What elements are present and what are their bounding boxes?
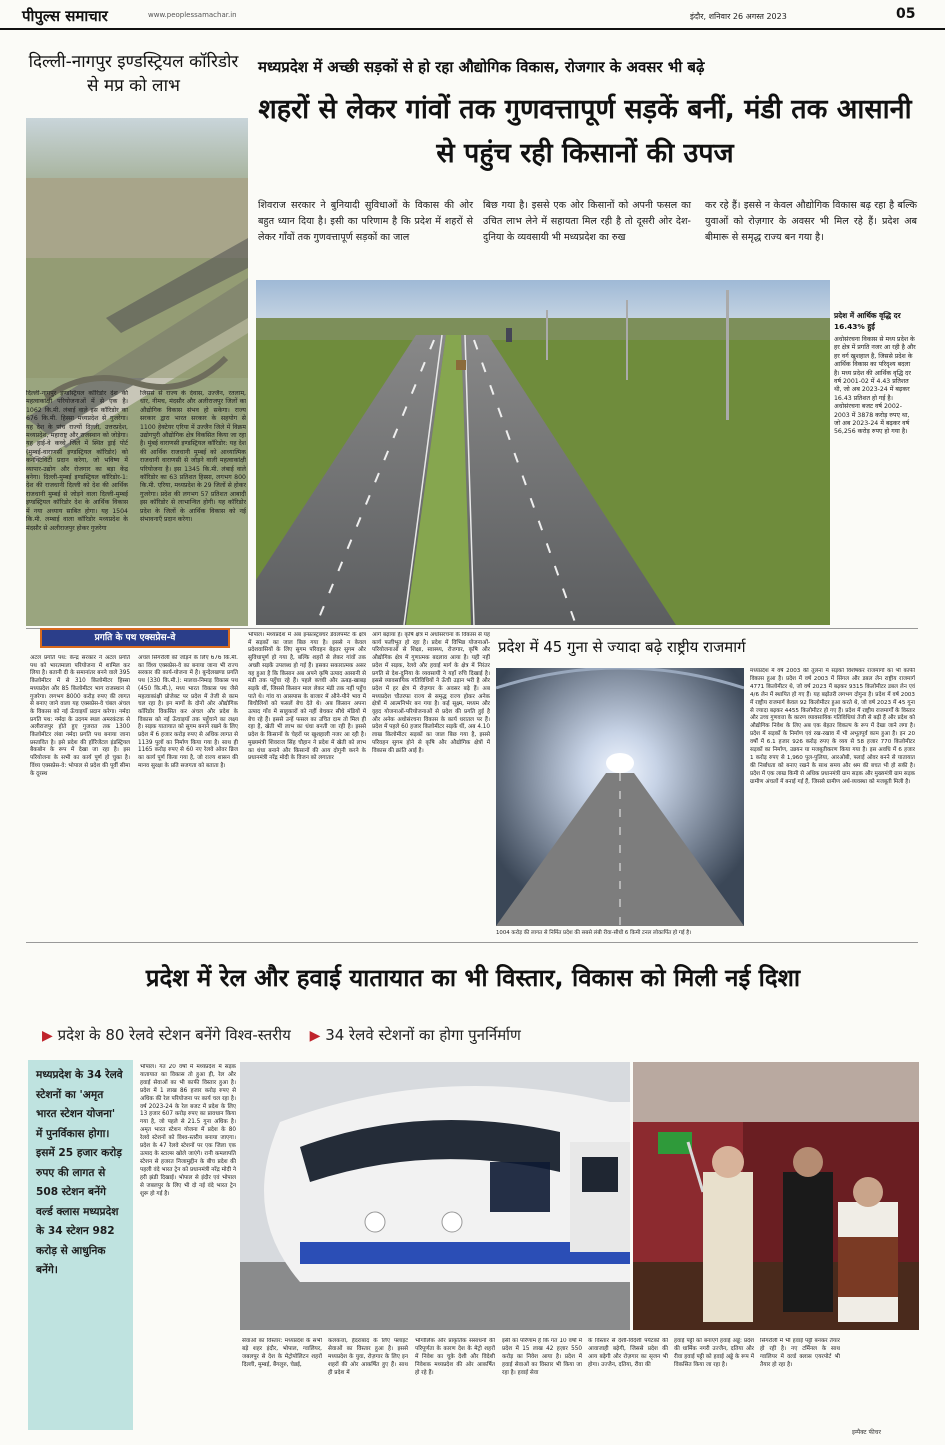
newspaper-logo: पीपुल्स समाचार: [22, 7, 108, 25]
vande-bharat-train-photo: [240, 1062, 630, 1330]
flag-off-event-photo: [633, 1062, 919, 1330]
rail-subhead-row: [42, 1019, 922, 1051]
expressway-col2: अंचल सिंगरौली को जोड़ने के लिए 676 कि.मी. का विंध्य एक्सप्रेस-वे का बनाया जाना भी राज्य सरकार की कार्य-योजना में है। बुन्देलखण्ड प्रगति पथ (330 कि.मी.): मालवा-निमाड़ विकास पथ (450 कि.मी.), मध्य भारत विकास पथ जैसे महत्वाकांक्षी प्रोजेक्ट पर प्रदेश में तेजी से काम चल रहा है। इन मार्गों के दोनों ओर औद्योगिक कॉरिडोर विकसित कर अंचल और प्रदेश के विकास को नई ऊँचाइयाँ तक पहुँचाने का लक्ष्य है। सड़क यातायात को सुगम बनाने रखने के लिए प्रदेश में 6 हजार करोड़ रुपए से अधिक लागत से 1139 पुलों का निर्माण किया गया है। साथ ही 1165 करोड़ रुपए से 60 नए रेलवे ओवर ब्रिज का कार्य पूर्ण किया गया है, जो राज्य शासन की मानव सुरक्षा के प्रति सजगता को बताता है।: [138, 655, 238, 769]
rail-col6: के विस्तार से देशी-विदेशी पर्यटकों की आवाजाही बढ़ेगी, जिससे प्रदेश की आय बढ़ेगी और रोज़गार का सृजन भी होगा। उज्जैन, दतिया, रीवा की: [588, 1338, 668, 1368]
dateline: इंदौर, शनिवार 26 अगस्त 2023: [690, 12, 787, 21]
highway-body: मध्यप्रदेश में वर्ष 2003 की तुलना में सड़कों विशेषकर राजमार्गों का भी काफी विकास हुआ है। प्रदेश में वर्ष 2003 में सिंगल और डबल लेन राष्ट्रीय राजमार्ग 4771 किलोमीटर थे, जो वर्ष 2023 में बढ़कर 9315 किलोमीटर डबल लेन एवं 4/6 लेन में स्थापित हो गए हैं। यह बढ़ोतरी लगभग दोगुना है। प्रदेश में वर्ष 2003 में राष्ट्रीय राजमार्ग केवल 92 किलोमीटर हुआ करते थे, जो वर्ष 2023 में 45 गुना से ज्यादा बढ़कर 4455 किलोमीटर हो गए हैं। प्रदेश में राष्ट्रीय राजमार्गों के विस्तार और उच्च गुणवत्ता के कारण व्यावसायिक गतिविधियां तेजी से बढ़ी हैं और प्रदेश को औद्योगिक निवेश के लिए अब एक बेहतर विकल्प के रूप में देखा जाने लगा है। प्रदेश में सड़कों के निर्माण एवं रख-रखाव में भी अभूतपूर्व काम हुआ है। इन 20 वर्षों में 6.1 हजार 926 करोड़ रुपए के व्यय से 58 हजार 770 किलोमीटर सड़कों का निर्माण, उन्नयन या मजबूतीकरण किया गया है। इस अवधि में 6 हजार 1 करोड़ रुपए से 1,960 पुल-पुलिया, आरओबी, फ्लाई ओवर बनने से यातायात की निर्बाधता को बनाए रखने के साथ समय और श्रम की बचत भी हो सकी है। प्रदेश में एक लाख किमी से अधिक प्रधानमंत्री ग्राम सड़क और मुख्यमंत्री ग्राम सड़क ग्रामीण अंचलों में बनाई गई हैं, जिससे ग्रामीण अर्थ-व्यवस्था को मजबूती मिली है।: [750, 668, 915, 785]
headline-main: शहरों से लेकर गांवों तक गुणवत्तापूर्ण सड़कें बनीं, मंडी तक आसानी से पहुंच रही किसानों की उपज: [258, 94, 912, 169]
expressway-banner-text: प्रगति के पथ एक्सप्रेस-वे: [94, 633, 176, 643]
rail-col5: इसी का परिणाम है कि गत 10 वर्षों में प्रदेश में 15 लाख 42 हज़ार 550 करोड़ का निवेश आया है। प्रदेश में हवाई सेवाओं का विस्तार भी किया जा रहा है। हवाई सेवा: [502, 1338, 582, 1376]
rail-subhead-2: 34 रेलवे स्टेशनों का होगा पुनर्निर्माण: [325, 1026, 521, 1044]
expressway-col1: अटल प्रगति पथ: केन्द्र सरकार ने अटल प्रगति पथ को भारतमाला परियोजना में शामिल कर लिया है। बतानी दी के समानांतर बनने वाले 395 किलोमीटर में से 310 किलोमीटर हिस्सा मध्यप्रदेश और 85 किलोमीटर भाग राजस्थान से गुजरेगा। लगभग 8000 करोड़ रुपए की लागत से बनाए जाने वाला यह एक्सप्रेस-वे चंबल अंचल के विकास को नई ऊँचाइयाँ प्रदान करेगा। नर्मदा प्रगति पथ: नर्मदा के उदगम स्थल अमरकंटक से अलीराजपुर होते हुए गुजरात तक 1300 किलोमीटर लंबा नर्मदा प्रगति पथ बनाया जाना प्रस्तावित है। इसे प्रदेश की हॉरिजेंटल इंडस्ट्रियल बैकबोन के रूप में देखा जा रहा है। इस परियोजना के सभी का कार्य पूर्ण हो चुका है। विंध्य एक्सप्रेस-वे: भोपाल से प्रदेश की पूर्वी सीमा के दूरस्थ: [30, 655, 130, 777]
lead-col1: शिवराज सरकार ने बुनियादी सुविधाओं के विकास की ओर बहुत ध्यान दिया है। इसी का परिणाम है कि प्रदेश में शहरों से लेकर गाँवों तक गुणवत्तापूर्ण सड़कों का जाल: [258, 200, 473, 243]
corridor-body-col2: जिससे से राज्य के देवास, उज्जैन, रतलाम, धार, नीमच, मंदसौर और अलीराजपुर जिलों का औद्योगिक विकास संभव हो सकेगा। राज्य सरकार द्वारा भारत सरकार के सहयोग से 1100 हेक्टेयर एरिया में उज्जैन जिले में विक्रम उद्योगपुरी औद्योगिक क्षेत्र विकसित किया जा रहा है। मुंबई वाराणसी इण्डस्ट्रियल कॉरिडोर: यह देश की आर्थिक राजधानी मुम्बई को आध्यात्मिक राजधानी वाराणसी से जोड़ने वाली महत्वाकांक्षी परियोजना है। इस 1345 कि.मी. लंबाई वाले कॉरिडोर का 63 प्रतिशत हिस्सा, लगभग 800 कि.मी. एरिया, मध्यप्रदेश के 29 जिलों से होकर गुजरेगा। प्रदेश की लगभग 57 प्रतिशत आबादी इस कॉरिडोर से लाभान्वित होगी। यह कॉरिडोर प्रदेश के जिलों के आर्थिक विकास को नई संभावनाएँ प्रदान करेगा।: [140, 390, 246, 524]
masthead: [0, 0, 945, 30]
rail-col2: सेवाओं का विस्तार: मध्यप्रदेश के सभी बड़े शहर इंदौर, भोपाल, ग्वालियर, जबलपुर से देश के मेट्रोपोलिटन शहरों दिल्ली, मुम्बई, बैंगलुरु, चेन्नई,: [242, 1338, 322, 1368]
rail-col8: सिंगरौली में भी हवाई पट्टी बनकर तैयार हो रही है। नए टर्मिनल के साथ ग्वालियर में वर्ल्ड क्लास एयरपोर्ट भी तैयार हो रहा है।: [760, 1338, 840, 1368]
impact-feature-label: इम्पैक्ट फीचर: [852, 1429, 881, 1436]
triangle-icon: ▶: [309, 1028, 321, 1044]
page-number: 05: [896, 6, 916, 22]
rail-col3: कलकत्ता, हैदराबाद के लिए फ्लाइट सेवाओं का विस्तार हुआ है। इससे मध्यप्रदेश के युवा, रोज़गार के लिए इन शहरों की ओर आकर्षित हुए हैं। साथ ही प्रदेश में: [328, 1338, 408, 1376]
rail-highlight-text: मध्यप्रदेश के 34 रेलवे स्टेशनों का 'अमृत भारत स्टेशन योजना' में पुनर्विकास होगा। इसमें 25 हजार करोड़ रुपए की लागत से 508 स्टेशन बनेंगे वर्ल्ड क्लास मध्यप्रदेश के 34 स्टेशन 982 करोड़ से आधुनिक बनेंगे।: [36, 1069, 123, 1276]
lead-col3: कर रहे हैं। इससे न केवल औद्योगिक विकास बढ़ रहा है बल्कि युवाओं को रोज़गार के अवसर भी मिल रहे हैं। प्रदेश अब बीमारू से समृद्ध राज्य बन गया है।: [705, 200, 917, 243]
growth-box-body: अधोसंरचना विकास से मध्य प्रदेश के हर क्षेत्र में प्रगति नजर आ रही है और हर वर्ग खुशहाल है, जिससे प्रदेश के आर्थिक विकास का परिदृश्य बदला है। मध्य प्रदेश की आर्थिक वृद्धि दर वर्ष 2001-02 में 4.43 प्रतिशत थी, जो अब 2023-24 में बढ़कर 16.43 प्रतिशत हो गई है। अधोसंरचना बजट वर्ष 2002-2003 में 3878 करोड़ रुपए था, जो अब 2023-24 में बढ़कर वर्ष 56,256 करोड़ रुपए हो गया है।: [834, 336, 916, 436]
highway-title: प्रदेश में 45 गुना से ज्यादा बढ़े राष्ट्रीय राजमार्ग: [498, 638, 746, 656]
rail-col4: भौगोलिक और प्राकृतिक संसाधनों की परिपूर्णता के कारण देश के मेट्रो शहरों में निवेश का चुके देशी और विदेशी निवेशक मध्यप्रदेश की ओर आकर्षित हो रहे हैं।: [415, 1338, 495, 1376]
corridor-body-col1: दिल्ली-नागपुर इण्डस्ट्रियल कॉरिडोर देश की महत्वाकांक्षी परियोजनाओं में से एक है। 1062 कि.मी. लंबाई वाले इस कॉरिडोर का 676 कि.मी. हिस्सा मध्यप्रदेश से गुजरेगा। यह देश के पांच राज्यों दिल्ली, उत्तरप्रदेश, मध्यप्रदेश, महाराष्ट्र और राजस्थान को जोड़ेगा। यह हाई-वे कच्चे जिले में स्थित ड्राई पोर्ट (मुम्बई-वाराणसी इण्डस्ट्रियल कॉरिडोर) को कनेक्टिविटी प्रदान करेगा, जो भविष्य में व्यापार-उद्योग और रोजगार का बड़ा केंद्र बनेगा। दिल्ली-मुम्बई इण्डस्ट्रियल कॉरिडोर-1: देश की राजधानी दिल्ली को देश की आर्थिक राजधानी मुम्बई से जोड़ने वाला दिल्ली-मुम्बई इण्डस्ट्रियल कॉरिडोर देश के आर्थिक विकास में नया अध्याय साबित होगा। यह 1504 कि.मी. लम्बाई वाला कॉरिडोर मध्यप्रदेश के मंदसौर से अलीराजपुर होकर गुजरेगा: [26, 390, 128, 532]
triangle-icon: ▶: [42, 1028, 53, 1044]
growth-box-title: प्रदेश में आर्थिक वृद्धि दर 16.43% हुई: [834, 311, 901, 331]
rail-headline: प्रदेश में रेल और हवाई यातायात का भी विस्तार, विकास को मिली नई दिशा: [145, 964, 801, 992]
expressway-banner: [40, 628, 230, 648]
expressway-col4: आगे बढ़ाया है। कृषि क्षेत्र में अधोसंरचना के विकास से यह कार्य फलीभूत हो रहा है। प्रदेश में विभिन्न योजनाओं-परियोजनाओं से शिक्षा, स्वास्थ्य, रोजगार, कृषि और औद्योगिक क्षेत्र में गुणात्मक बदलाव आया है। यही नहीं प्रदेश में सड़क, रेलवे और हवाई मार्ग के क्षेत्र में निरंतर प्रगति से देश-दुनिया के व्यवसायी ने यहाँ रुचि दिखाई है। इससे व्यावसायिक गतिविधियों ने ऊँची उड़ान भरी है और प्रदेश में हर क्षेत्र में रोज़गार के अवसर बढ़े हैं। अब मध्यप्रदेश चौतरफा राज्य से समृद्ध राज्य होकर अनेक क्षेत्रों में आत्मनिर्भर बन गया है। कई सूक्ष्म, मध्यम और वृहद योजनाओं-परियोजनाओं से प्रदेश की प्रगति हुई है और अनेक अधोसंरचना विकास के कार्य धरातल पर हैं। प्रदेश में पहले 60 हजार किलोमीटर सड़कें थीं, अब 4.10 लाख किलोमीटर सड़कों का जाल बिछ गया है, इससे परिवहन सुगम होने से कृषि और औद्योगिक क्षेत्रों में विकास की क्रांति आई है।: [372, 632, 490, 754]
rail-col7: हवाई पट्टी को बनाएंगे हवाई अड्डे: प्रदेश की धार्मिक नगरी उज्जैन, दतिया और रीवा हवाई पट्टी को हवाई अड्डे के रूप में विकसित किया जा रहा है।: [674, 1338, 754, 1368]
lead-col2: बिछ गया है। इससे एक ओर किसानों को अपनी फसल का उचित लाभ लेने में सहायता मिल रही है तो दूसरी ओर देश-दुनिया के व्यवसायी भी मध्यप्रदेश का रुख: [483, 200, 691, 243]
headline-kicker: मध्यप्रदेश में अच्छी सड़कों से हो रहा औद्योगिक विकास, रोजगार के अवसर भी बढ़े: [258, 58, 705, 76]
growth-box: [832, 308, 918, 626]
rail-highlight-box: [28, 1060, 133, 1430]
expressway-col3: भोपाल। मध्यप्रदेश में अब इन्फ्रास्ट्रक्चर डेवलपमेंट के क्षेत्र में सड़कों का जाल बिछ गया है। इससे न केवल प्रदेशवासियों के लिए सुगम परिवहन बेहतर सुगम और सुविधापूर्ण हो गया है, बल्कि शहरों से लेकर गांवों तक अच्छी सड़कें उपलब्ध हो गई हैं। इसका सकारात्मक असर यह हुआ है कि किसान अब अपने कृषि उत्पाद आसानी से मंडी तक पहुँचा रहे हैं। पहले कच्ची और ऊबड़-खाबड़ सड़कें थीं, जिससे किसान माल लेकर मंडी तक नहीं पहुँच पाते थे। गांव या आसपास के बाजार में औने-पौने भाव में बिचौलियों को फसलें बेच देते थे। अब किसान अपना उत्पाद गाँव में साहूकारों को नहीं बेचकर सीधे मंडियों में बेच रहे हैं। इससे उन्हें फसल का उचित दाम तो मिल ही रहा है, खेती भी लाभ का धंधा बनती जा रही है। इससे प्रदेश के किसानों के चेहरों पर खुशहाली नजर आ रही है। मुख्यमंत्री शिवराज सिंह चौहान ने प्रदेश में खेती को लाभ का धंधा बनाने और किसानों की आय दोगुनी करने के प्रधानमंत्री नरेंद्र मोदी के विजन को लगातार: [248, 632, 366, 762]
tunnel-photo: [496, 668, 744, 926]
corridor-title: दिल्ली-नागपुर इण्डस्ट्रियल कॉरिडोर से मप्र को लाभ: [28, 52, 239, 96]
section-divider-2: [26, 942, 918, 943]
website-url: www.peoplessamachar.in: [148, 11, 237, 19]
rail-subhead-1: प्रदेश के 80 रेलवे स्टेशन बनेंगे विश्व-स्तरीय: [57, 1026, 291, 1044]
highway-photo: [256, 280, 830, 625]
tunnel-caption: 1004 करोड़ की लागत से निर्मित प्रदेश की सबसे लंबी रीवा-सीधी 6 किमी टनल लोकार्पित हो गई है।: [496, 930, 692, 936]
rail-body-col1: भोपाल। गत 20 वर्षों में मध्यप्रदेश में सड़क यातायात का विकास तो हुआ ही, रेल और हवाई सेवाओं का भी काफी विस्तार हुआ है। प्रदेश में 1 लाख 86 हजार करोड़ रुपए से अधिक की रेल परियोजना पर कार्य चल रहा है। वर्ष 2023-24 के रेल बजट में प्रदेश के लिए 13 हजार 607 करोड़ रुपए का प्रावधान किया गया है, जो पहले से 21.5 गुना अधिक है। अमृत भारत स्टेशन योजना में प्रदेश के 80 रेलवे स्टेशनों को विश्व-स्तरीय बनाया जाएगा। प्रदेश के 47 रेलवे स्टेशनों पर एक जिला एक उत्पाद के स्टाल्स खोले जाएंगे। रानी कमलापति स्टेशन से हजरत निजामुद्दीन के बीच प्रदेश की पहली वंदे भारत ट्रेन को प्रधानमंत्री नरेंद्र मोदी ने हरी झंडी दिखाई। भोपाल से इंदौर एवं भोपाल से जबलपुर के लिए भी दो नई वंदे भारत ट्रेन शुरू हो गई है।: [140, 1064, 236, 1197]
